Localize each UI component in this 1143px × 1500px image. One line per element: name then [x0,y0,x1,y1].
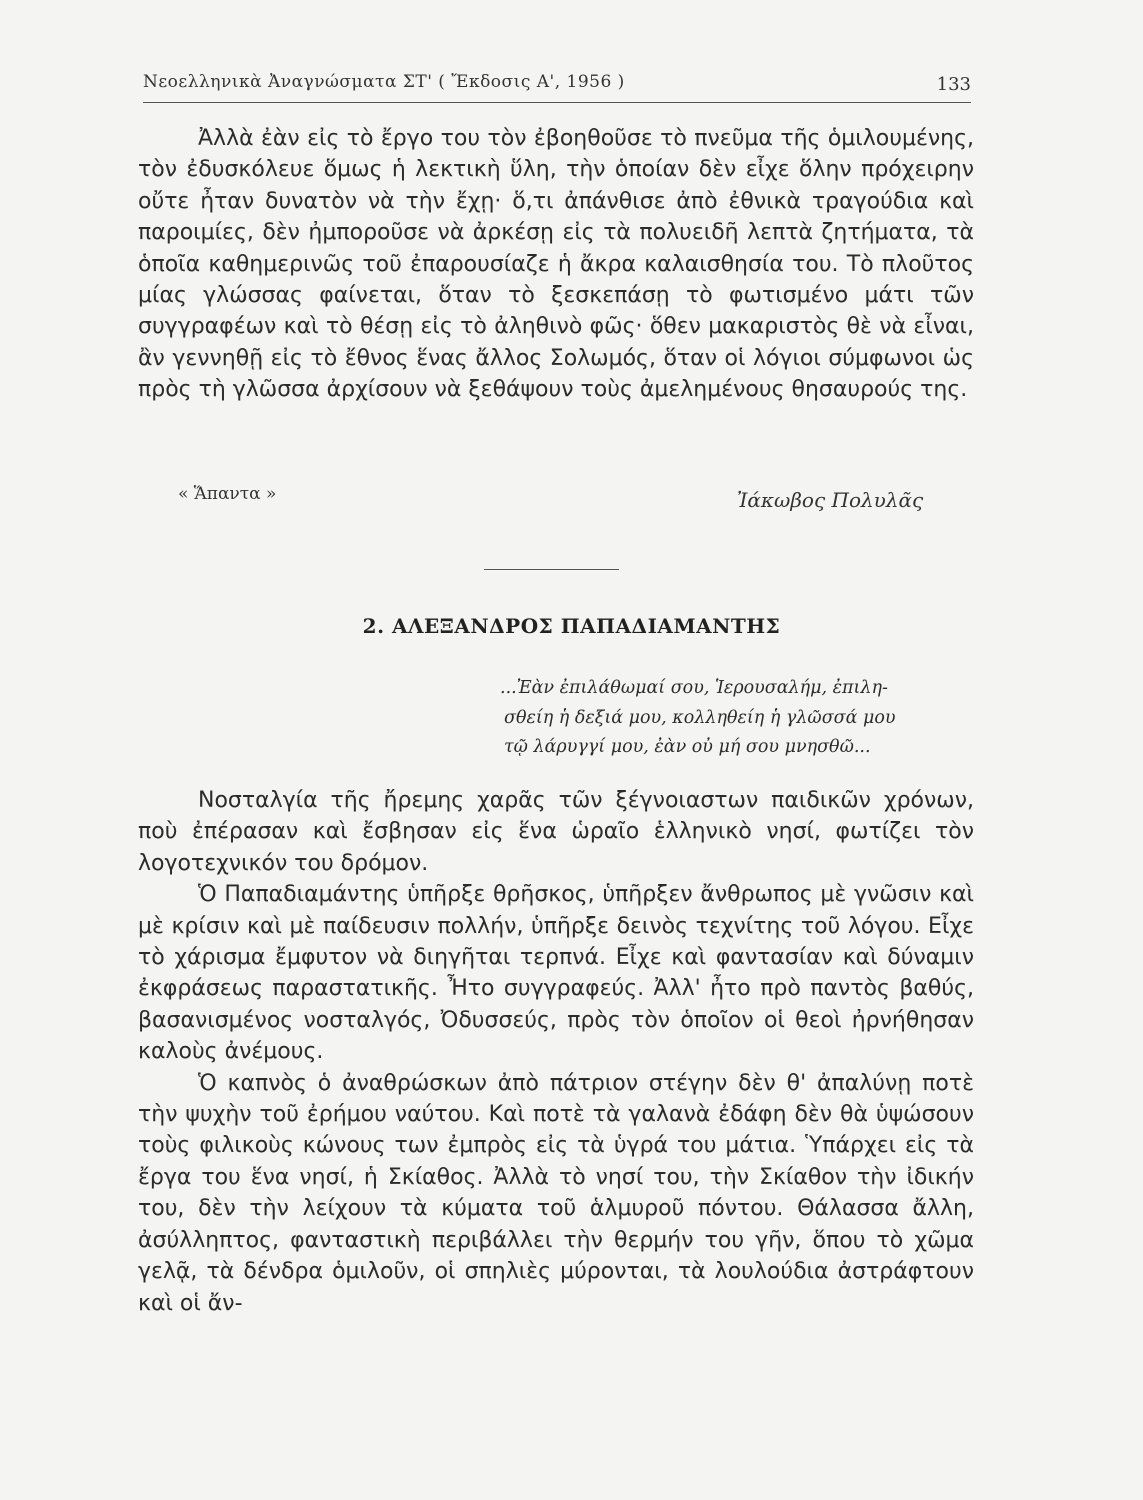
epigraph [500,674,978,763]
section-divider [484,569,619,570]
epigraph-line: ...Ἐὰν ἐπιλάθωμαί σου, Ἱερουσαλήμ, ἐπιλη- [500,678,888,698]
page-number: 133 [936,74,971,95]
author-signature: Ἰάκωβος Πολυλᾶς [737,488,924,512]
section-title: 2. ΑΛΕΞΑΝΔΡΟΣ ΠΑΠΑΔΙΑΜΑΝΤΗΣ [362,614,781,638]
body-paragraph: Ὁ καπνὸς ὁ ἀναθρώσκων ἀπὸ πάτριον στέγην δὲν θ' ἀπαλύνῃ ποτὲ τὴν ψυχὴν τοῦ ἐρήμου ναύτου. Καὶ ποτὲ τὰ γαλανὰ ἐδάφη δὲν θὰ ὑψώσουν τοὺς φιλικοὺς κώνους των ἐμπρὸς εἰς τὰ ὑγρά του μάτια. Ὑπάρχει εἰς τὰ ἔργα του ἕνα νησί, ἡ Σκίαθος. Ἀλλὰ τὸ νησί του, τὴν Σκίαθον τὴν ἰδικήν του, δὲν τὴν λείχουν τὰ κύματα τοῦ ἁλμυροῦ πόντου. Θάλασσα ἄλλη, ἀσύλληπτος, φανταστικὴ περιβάλλει τὴν θερμήν του γῆν, ὅπου τὸ χῶμα γελᾷ, τὰ δένδρα ὁμιλοῦν, οἱ σπηλιὲς μύρονται, τὰ λουλούδια ἀστράφτουν καὶ οἱ ἄν- [138,1070,974,1316]
section2-text [138,785,974,1319]
epigraph-line: σθείη ἡ δεξιά μου, κολληθείη ἡ γλῶσσά μου [504,707,896,728]
source-citation: « Ἅπαντα » [178,484,277,504]
header-title: Νεοελληνικὰ Ἀναγνώσματα ΣΤ' ( Ἔκδοσις Α', 1956 ) [143,72,625,92]
running-header [143,62,971,103]
body-paragraph: Νοσταλγία τῆς ἤρεμης χαρᾶς τῶν ξέγνοιαστων παιδικῶν χρόνων, ποὺ ἐπέρασαν καὶ ἔσβησαν εἰς ἕνα ὡραῖο ἑλληνικὸ νησί, φωτίζει τὸν λογοτεχνικόν του δρόμον. [138,788,974,876]
section1-text [138,123,974,406]
body-paragraph: Ὁ Παπαδιαμάντης ὑπῆρξε θρῆσκος, ὑπῆρξεν ἄνθρωπος μὲ γνῶσιν καὶ μὲ κρίσιν καὶ μὲ παίδευσιν πολλήν, ὑπῆρξε δεινὸς τεχνίτης τοῦ λόγου. Εἶχε τὸ χάρισμα ἔμφυτον νὰ διηγῆται τερπνά. Εἶχε καὶ φαντασίαν καὶ δύναμιν ἐκφράσεως παραστατικῆς. Ἦτο συγγραφεύς. Ἀλλ' ἦτο πρὸ παντὸς βαθύς, βασανισμένος νοσταλγός, Ὀδυσσεύς, πρὸς τὸν ὁποῖον οἱ θεοὶ ἠρνήθησαν καλοὺς ἀνέμους. [138,882,974,1065]
section1-paragraph: Ἀλλὰ ἐὰν εἰς τὸ ἔργο του τὸν ἐβοηθοῦσε τὸ πνεῦμα τῆς ὁμιλουμένης, τὸν ἐδυσκόλευε ὅμως ἡ λεκτικὴ ὕλη, τὴν ὁποίαν δὲν εἶχε ὅλην πρόχειρην οὔτε ἦταν δυνατὸν νὰ τὴν ἔχῃ· ὅ,τι ἀπάνθισε ἀπὸ ἐθνικὰ τραγούδια καὶ παροιμίες, δὲν ἠμποροῦσε νὰ ἀρκέσῃ εἰς τὰ πολυειδῆ λεπτὰ ζητήματα, τὰ ὁποῖα καθημερινῶς τοῦ ἐπαρουσίαζε ἡ ἄκρα καλαισθησία του. Τὸ πλοῦτος μίας γλώσσας φαίνεται, ὅταν τὸ ξεσκεπάσῃ τὸ φωτισμένο μάτι τῶν συγγραφέων καὶ τὸ θέσῃ εἰς τὸ ἀληθινὸ φῶς· ὅθεν μακαριστὸς θὲ νὰ εἶναι, ἂν γεννηθῇ εἰς τὸ ἔθνος ἕνας ἄλλος Σολωμός, ὅταν οἱ λόγιοι σύμφωνοι ὡς πρὸς τὴ γλῶσσα ἀρχίσουν νὰ ξεθάψουν τοὺς ἀμελημένους θησαυρούς της. [138,126,974,403]
epigraph-line: τῷ λάρυγγί μου, ἐὰν οὐ μή σου μνησθῶ... [504,737,871,757]
